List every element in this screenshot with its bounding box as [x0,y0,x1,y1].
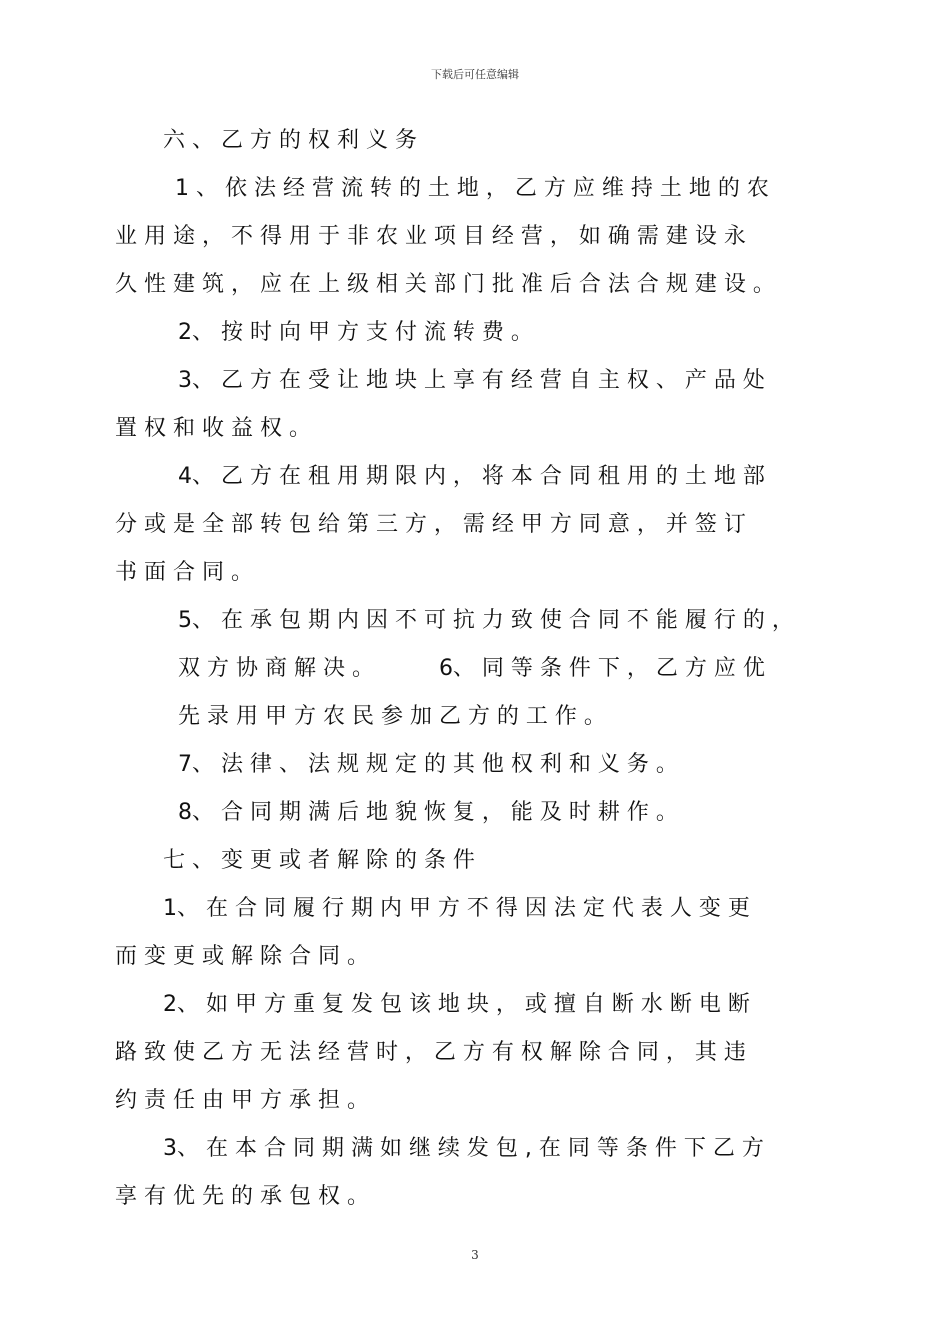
paragraph-line: 享 有 优 先 的 承 包 权 。 [115,1184,369,1209]
page-header: 下载后可任意编辑 [431,68,519,81]
section-heading: 六 、 乙 方 的 权 利 义 务 [163,128,417,153]
paragraph-line: 业 用 途 ， 不 得 用 于 非 农 业 项 目 经 营 ， 如 确 需 建 设 永 [115,224,746,249]
paragraph-line: 路 致 使 乙 方 无 法 经 营 时 ， 乙 方 有 权 解 除 合 同 ， 其 违 [115,1040,746,1065]
paragraph-line: 1、 在 合 同 履 行 期 内 甲 方 不 得 因 法 定 代 表 人 变 更 [163,896,750,921]
paragraph-line: 双 方 协 商 解 决 。 6、 同 等 条 件 下 ， 乙 方 应 优 [178,656,765,681]
paragraph-line: 7、 法 律 、 法 规 规 定 的 其 他 权 利 和 义 务 。 [178,752,678,777]
paragraph-line: 久 性 建 筑 ， 应 在 上 级 相 关 部 门 批 准 后 合 法 合 规 建 设 。 [115,272,775,297]
paragraph-line: 8、 合 同 期 满 后 地 貌 恢 复 ， 能 及 时 耕 作 。 [178,800,678,825]
paragraph-line: 先 录 用 甲 方 农 民 参 加 乙 方 的 工 作 。 [178,704,606,729]
paragraph-line: 2、 按 时 向 甲 方 支 付 流 转 费 。 [178,320,533,345]
paragraph-line: 3、 在 本 合 同 期 满 如 继 续 发 包 , 在 同 等 条 件 下 乙 方 [163,1136,764,1161]
paragraph-line: 3、 乙 方 在 受 让 地 块 上 享 有 经 营 自 主 权 、 产 品 处 [178,368,765,393]
paragraph-line: 书 面 合 同 。 [115,560,253,585]
paragraph-line: 1 、 依 法 经 营 流 转 的 土 地 ， 乙 方 应 维 持 土 地 的 农 [175,176,769,201]
paragraph-line: 约 责 任 由 甲 方 承 担 。 [115,1088,369,1113]
paragraph-line: 4、 乙 方 在 租 用 期 限 内 ， 将 本 合 同 租 用 的 土 地 部 [178,464,765,489]
page-number: 3 [471,1248,479,1262]
section-heading: 七 、 变 更 或 者 解 除 的 条 件 [163,848,475,873]
paragraph-line: 2、 如 甲 方 重 复 发 包 该 地 块 ， 或 擅 自 断 水 断 电 断 [163,992,750,1017]
paragraph-line: 而 变 更 或 解 除 合 同 。 [115,944,369,969]
paragraph-line: 置 权 和 收 益 权 。 [115,416,311,441]
paragraph-line: 5、 在 承 包 期 内 因 不 可 抗 力 致 使 合 同 不 能 履 行 的 ， [178,608,794,633]
paragraph-line: 分 或 是 全 部 转 包 给 第 三 方 ， 需 经 甲 方 同 意 ， 并 签 订 [115,512,746,537]
